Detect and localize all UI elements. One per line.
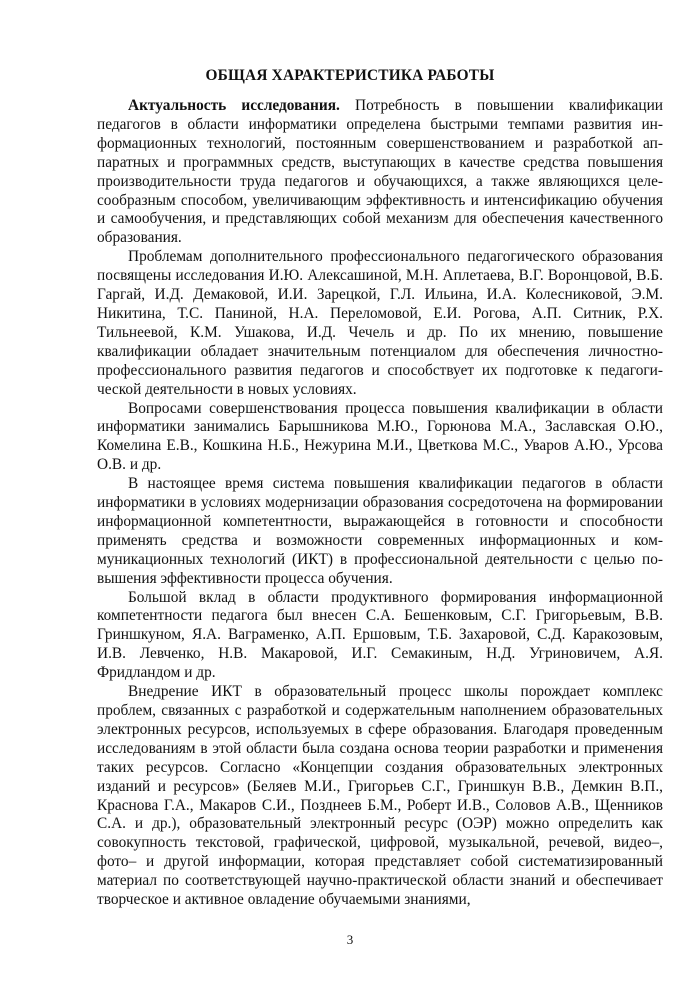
paragraph-text: Внедрение ИКТ в образовательный процесс школы порождает комплекс проблем, связанных с разработкой и содержательным наполнением образовательных электронных ресурсов, используемых в сфере образования. Благодаря проведенным исследованиям в этой области была создана основа теории разработки и применения таких ресурсов. Согласно «Концепции создания образовательных электронных изданий и ресурсов» (Беляев М.И., Григорьев С.Г., Гриншкун В.В., Демкин В.П., Краснова Г.А., Макаров С.И., Позднеев Б.М., Роберт И.В., Соловов А.В., Щенников С.А. и др.), образовательный электронный ресурс (ОЭР) можно определить как совокупность текстовой, графической, цифровой, музыкальной, речевой, видео–, фото– и другой информации, которая представляет собой систематизированный материал по соответствующей научно-практической области знаний и обеспечивает творческое и активное овладение обучаемыми знаниями, xyxy=(97,683,663,909)
paragraph-relevance xyxy=(97,97,663,248)
paragraph-contribution xyxy=(97,589,663,684)
page-title: ОБЩАЯ ХАРАКТЕРИСТИКА РАБОТЫ xyxy=(205,67,495,84)
body-text xyxy=(97,97,663,910)
paragraph-text: Потребность в повышении квалификации педагогов в области информатики определена быстрыми темпами развития информационных технологий, постоянным совершенствованием и разработкой аппаратных и программных средств, выступающих в качестве средства повышения производительности труда педагогов и обучающихся, а также являющихся целесообразным способом, увеличивающим эффективность и интенсификацию обучения и самообучения, и представляющих собой механизм для обеспечения качественного образования. xyxy=(97,97,663,247)
paragraph-lead: Актуальность исследования. xyxy=(128,97,340,114)
paragraph-ict-implementation xyxy=(97,683,663,910)
paragraph-researchers xyxy=(97,248,663,399)
paragraph-current-system xyxy=(97,475,663,588)
paragraph-informatics-qualification xyxy=(97,400,663,476)
page-number: 3 xyxy=(346,932,354,947)
paragraph-text: В настоящее время система повышения квалификации педагогов в области информатики в условиях модернизации образования сосредоточена на формировании информационной компетентности, выражающейся в готовности и способности применять средства и возможности современных информационных и коммуникационных технологий (ИКТ) в профессиональной деятельности с целью повышения эффективности процесса обучения. xyxy=(97,475,663,587)
paragraph-text: Вопросами совершенствования процесса повышения квалификации в области информатики занимались Барышникова М.Ю., Горюнова М.А., Заславская О.Ю., Комелина Е.В., Кошкина Н.Б., Нежурина М.И., Цветкова М.С., Уваров А.Ю., Урсова О.В. и др. xyxy=(97,399,663,474)
paragraph-text: Большой вклад в области продуктивного формирования информационной компетентности педагога был внесен С.А. Бешенковым, С.Г. Григорьевым, В.В. Гриншкуном, Я.А. Ваграменко, А.П. Ершовым, Т.Б. Захаровой, С.Д. Каракозовым, И.В. Левченко, Н.В. Макаровой, И.Г. Семакиным, Н.Д. Угриновичем, А.Я. Фридландом и др. xyxy=(97,588,663,682)
paragraph-text: Проблемам дополнительного профессионального педагогического образования посвящены исследования И.Ю. Алексашиной, М.Н. Аплетаева, В.Г. Воронцовой, В.Б. Гаргай, И.Д. Демаковой, И.И. Зарецкой, Г.Л. Ильина, И.А. Колесниковой, Э.М. Никитина, Т.С. Паниной, Н.А. Переломовой, Е.И. Рогова, А.П. Ситник, Р.Х. Тильнеевой, К.М. Ушакова, И.Д. Чечель и др. По их мнению, повышение квалификации обладает значительным потенциалом для обеспечения личностно-профессионального развития педагогов и способствует их подготовке к педагогической деятельности в новых условиях. xyxy=(97,248,663,398)
